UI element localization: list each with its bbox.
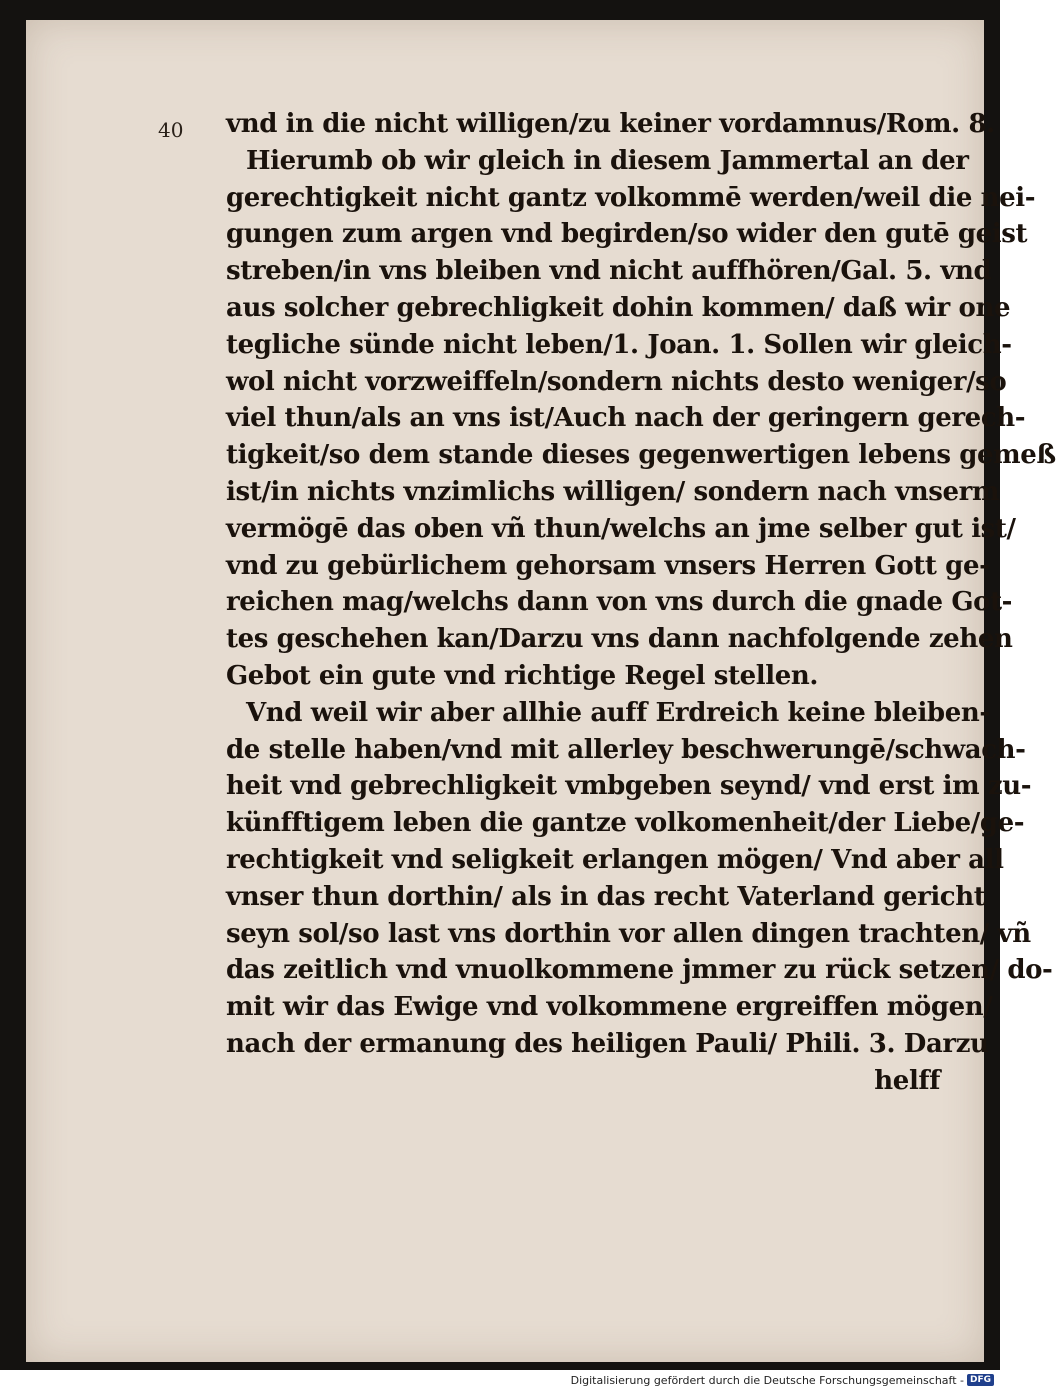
text-line: viel thun/als an vns ist/Auch nach der geringern gerech- [226,403,1026,434]
text-line: nach der ermanung des heiligen Pauli/ Phili. 3. Darzu [226,1028,989,1059]
text-line: aus solcher gebrechligkeit dohin kommen/ daß wir one [226,292,1011,323]
digitization-credit [0,1370,1000,1390]
text-line: gerechtigkeit nicht gantz volkommē werden/weil die nei- [226,182,1036,213]
text-line: seyn sol/so last vns dorthin vor allen dingen trachten/ vñ [226,918,1031,949]
text-line: vnd zu gebürlichem gehorsam vnsers Herren Gott ge- [226,550,990,581]
body-text [226,106,1056,1100]
catchword: helff [874,1065,940,1096]
text-line: Vnd weil wir aber allhie auff Erdreich keine bleiben- [246,697,990,728]
text-line: vermögē das oben vñ thun/welchs an jme selber gut ist/ [226,513,1016,544]
credit-text: Digitalisierung gefördert durch die Deutsche Forschungsgemeinschaft - [570,1373,964,1387]
dfg-logo: DFG [967,1374,994,1386]
text-line: das zeitlich vnd vnuolkommene jmmer zu rück setzen/ do- [226,955,1053,986]
text-line: Gebot ein gute vnd richtige Regel stellen. [226,660,819,691]
text-line: de stelle haben/vnd mit allerley beschwerungē/schwach- [226,734,1026,765]
text-line: streben/in vns bleiben vnd nicht auffhören/Gal. 5. vnd [226,256,992,287]
text-line: vnd in die nicht willigen/zu keiner vordamnus/Rom. 8. [226,109,995,139]
text-line: tigkeit/so dem stande dieses gegenwertigen lebens gemeß [226,440,1056,471]
page-number: 40 [158,118,184,142]
text-line: vnser thun dorthin/ als in das recht Vaterland gericht [226,881,986,912]
text-line: mit wir das Ewige vnd volkommene ergreiffen mögen/ [226,992,993,1023]
text-line: rechtigkeit vnd seligkeit erlangen mögen/ Vnd aber all [226,844,1004,875]
text-line: künfftigem leben die gantze volkomenheit/der Liebe/ge- [226,808,1025,839]
text-line: Hierumb ob wir gleich in diesem Jammertal an der [246,145,969,176]
text-line: wol nicht vorzweiffeln/sondern nichts desto weniger/so [226,366,1007,397]
text-line: heit vnd gebrechligkeit vmbgeben seynd/ vnd erst im zu- [226,771,1032,802]
text-line: tes geschehen kan/Darzu vns dann nachfolgende zehen [226,624,1013,655]
text-line: tegliche sünde nicht leben/1. Joan. 1. Sollen wir gleich- [226,329,1012,360]
text-line: gungen zum argen vnd begirden/so wider den gutē geist [226,219,1028,250]
text-line: reichen mag/welchs dann von vns durch die gnade Got- [226,587,1013,618]
text-line: ist/in nichts vnzimlichs willigen/ sondern nach vnserm [226,476,1000,507]
